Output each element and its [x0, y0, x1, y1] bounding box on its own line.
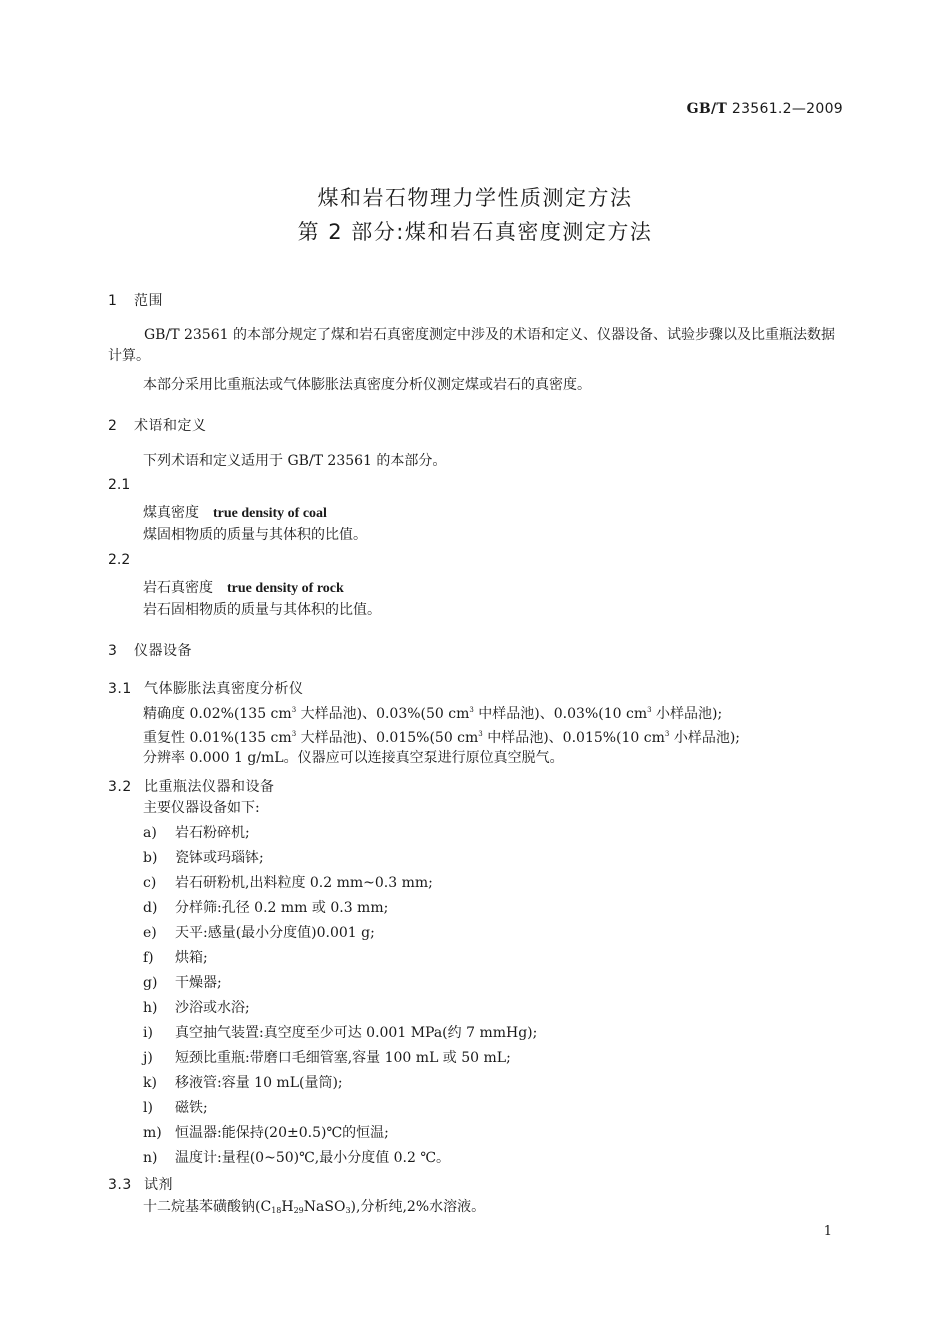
- list-item-text: 短颈比重瓶:带磨口毛细管塞,容量 100 mL 或 50 mL;: [175, 1050, 511, 1066]
- list-item-text: 恒温器:能保持(20±0.5)℃的恒温;: [175, 1125, 389, 1141]
- list-item-text: 磁铁;: [175, 1100, 208, 1116]
- list-item-text: 真空抽气装置:真空度至少可达 0.001 MPa(约 7 mmHg);: [175, 1025, 538, 1041]
- equipment-list-item: [143, 998, 250, 1019]
- list-item-label: e): [143, 925, 157, 941]
- section-3-heading: 3 仪器设备: [108, 643, 192, 659]
- section-1-para-2: 本部分采用比重瓶法或气体膨胀法真密度分析仪测定煤或岩石的真密度。: [143, 377, 591, 393]
- list-item-label: a): [143, 825, 157, 841]
- page-title: 煤和岩石物理力学性质测定方法: [317, 186, 633, 210]
- section-2-intro: 下列术语和定义适用于 GB/T 23561 的本部分。: [143, 453, 447, 469]
- list-item-text: 分样筛:孔径 0.2 mm 或 0.3 mm;: [175, 900, 389, 916]
- repeatability-line: 重复性 0.01%(135 $cm^3$ 大样品池)、0.015%(50 $cm^3$ 中样品池)、0.015%(10 $cm^3$ 小样品池);: [143, 730, 741, 746]
- equipment-list-item: [143, 1098, 208, 1119]
- term-2-2-definition: 岩石固相物质的质量与其体积的比值。: [143, 602, 381, 618]
- reagent-line: 十二烷基苯磺酸钠$(C_{18}H_{29}NaSO_3)$,分析纯,2%水溶液。: [143, 1199, 486, 1215]
- equipment-list-item: [143, 1148, 450, 1169]
- equipment-list-item: [143, 848, 264, 869]
- equipment-list-item: [143, 823, 250, 844]
- equipment-intro: 主要仪器设备如下:: [143, 800, 260, 816]
- equipment-list-item: [143, 1048, 511, 1069]
- term-2-1: 煤真密度 true density of coal: [143, 505, 327, 521]
- subsection-3-2-heading: 3.2 比重瓶法仪器和设备: [108, 779, 275, 795]
- equipment-list-item: [143, 1073, 343, 1094]
- term-2-2-number: 2.2: [108, 552, 131, 568]
- equipment-list-item: [143, 923, 375, 944]
- equipment-list-item: [143, 898, 388, 919]
- term-2-1-definition: 煤固相物质的质量与其体积的比值。: [143, 527, 367, 543]
- standard-number: GB/T 23561.2—2009: [686, 101, 843, 117]
- list-item-text: 沙浴或水浴;: [175, 1000, 250, 1016]
- list-item-text: 干燥器;: [175, 975, 222, 991]
- list-item-text: 天平:感量(最小分度值)0.001 g;: [175, 925, 375, 941]
- term-2-1-number: 2.1: [108, 477, 131, 493]
- subsection-3-1-heading: 3.1 气体膨胀法真密度分析仪: [108, 681, 304, 697]
- page-subtitle: 第 2 部分:煤和岩石真密度测定方法: [297, 220, 653, 244]
- equipment-list-item: [143, 873, 433, 894]
- list-item-label: l): [143, 1100, 153, 1116]
- list-item-label: j): [143, 1050, 153, 1066]
- section-2-heading: 2 术语和定义: [108, 418, 207, 434]
- list-item-text: 温度计:量程(0~50)℃,最小分度值 0.2 ℃。: [175, 1150, 451, 1166]
- list-item-label: h): [143, 1000, 158, 1016]
- list-item-label: g): [143, 975, 158, 991]
- list-item-label: b): [143, 850, 158, 866]
- equipment-list-item: [143, 973, 222, 994]
- list-item-label: f): [143, 950, 154, 966]
- list-item-text: 岩石研粉机,出料粒度 0.2 mm~0.3 mm;: [175, 875, 433, 891]
- section-1-para-1: GB/T 23561 的本部分规定了煤和岩石真密度测定中涉及的术语和定义、仪器设备、试验步骤以及比重瓶法数据计算。: [108, 327, 835, 364]
- page-number: 1: [823, 1224, 832, 1239]
- list-item-text: 岩石粉碎机;: [175, 825, 250, 841]
- list-item-text: 移液管:容量 10 mL(量筒);: [175, 1075, 343, 1091]
- list-item-text: 瓷钵或玛瑙钵;: [175, 850, 264, 866]
- equipment-list-item: [143, 1123, 389, 1144]
- resolution-line: 分辨率 0.000 1 g/mL。仪器应可以连接真空泵进行原位真空脱气。: [143, 750, 564, 766]
- list-item-label: n): [143, 1150, 158, 1166]
- list-item-label: i): [143, 1025, 153, 1041]
- list-item-label: c): [143, 875, 157, 891]
- list-item-text: 烘箱;: [175, 950, 208, 966]
- list-item-label: k): [143, 1075, 157, 1091]
- section-1-heading: 1 范围: [108, 293, 163, 309]
- equipment-list-item: [143, 948, 208, 969]
- accuracy-line: 精确度 0.02%(135 $cm^3$ 大样品池)、0.03%(50 $cm^3$ 中样品池)、0.03%(10 $cm^3$ 小样品池);: [143, 706, 723, 722]
- subsection-3-3-heading: 3.3 试剂: [108, 1177, 173, 1193]
- list-item-label: m): [143, 1125, 162, 1141]
- term-2-2: 岩石真密度 true density of rock: [143, 580, 344, 596]
- list-item-label: d): [143, 900, 158, 916]
- equipment-list-item: [143, 1023, 537, 1044]
